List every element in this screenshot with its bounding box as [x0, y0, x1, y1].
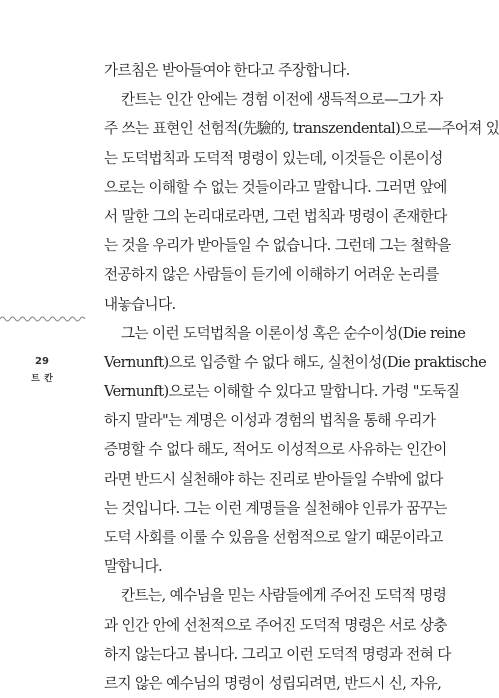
page-number: 29 — [35, 356, 49, 367]
text-line: 과 인간 안에 선천적으로 주어진 도덕적 명령은 서로 상충 — [104, 616, 447, 634]
text-line: 서 말한 그의 논리대로라면, 그런 법칙과 명령이 존재한다 — [104, 207, 447, 225]
text-line: 그는 이런 도덕법칙을 이론이성 혹은 순수이성(Die reine — [121, 324, 466, 342]
body-text — [104, 56, 499, 698]
text-line: 으로는 이해할 수 없는 것들이라고 말합니다. 그러면 앞에 — [104, 178, 447, 196]
text-line: 내놓습니다. — [104, 295, 176, 313]
text-line: Vernunft)으로는 이해할 수 있다고 말합니다. 가령 "도둑질 — [104, 383, 460, 401]
text-line: 칸트는, 예수님을 믿는 사람들에게 주어진 도덕적 명령 — [121, 587, 447, 605]
text-line: Vernunft)으로 입증할 수 없다 해도, 실천이성(Die praktische — [104, 353, 487, 371]
text-line: 전공하지 않은 사람들이 듣기에 이해하기 어려운 논리를 — [104, 266, 439, 284]
text-line: 증명할 수 없다 해도, 적어도 이성적으로 사유하는 인간이 — [104, 441, 447, 459]
text-line: 주 쓰는 표현인 선험적(先驗的, transzendental)으로—주어져 있 — [104, 120, 499, 138]
text-line: 말합니다. — [104, 558, 163, 576]
text-line: 하지 말라"는 계명은 이성과 경험의 법칙을 통해 우리가 — [104, 412, 436, 430]
text-line: 가르침은 받아들여야 한다고 주장합니다. — [104, 62, 350, 79]
text-line: 도덕 사회를 이룰 수 있음을 선험적으로 알기 때문이라고 — [104, 529, 443, 546]
text-line: 는 도덕법칙과 도덕적 명령이 있는데, 이것들은 이론이성 — [104, 149, 443, 167]
text-line: 칸트는 인간 안에는 경험 이전에 생득적으로—그가 자 — [121, 91, 443, 109]
text-line: 는 것을 우리가 받아들일 수 없습니다. 그런데 그는 철학을 — [104, 237, 451, 255]
wavy-divider-icon — [0, 314, 86, 324]
text-line: 라면 반드시 실천해야 하는 진리로 받아들일 수밖에 없다 — [104, 470, 443, 488]
text-line: 르지 않은 예수님의 명령이 성립되려면, 반드시 신, 자유, — [104, 674, 442, 692]
running-title: 칸트 — [29, 373, 52, 384]
text-line: 는 것입니다. 그는 이런 계명들을 실천해야 인류가 꿈꾸는 — [104, 499, 447, 517]
text-line: 하지 않는다고 봅니다. 그리고 이런 도덕적 명령과 전혀 다 — [104, 645, 451, 663]
